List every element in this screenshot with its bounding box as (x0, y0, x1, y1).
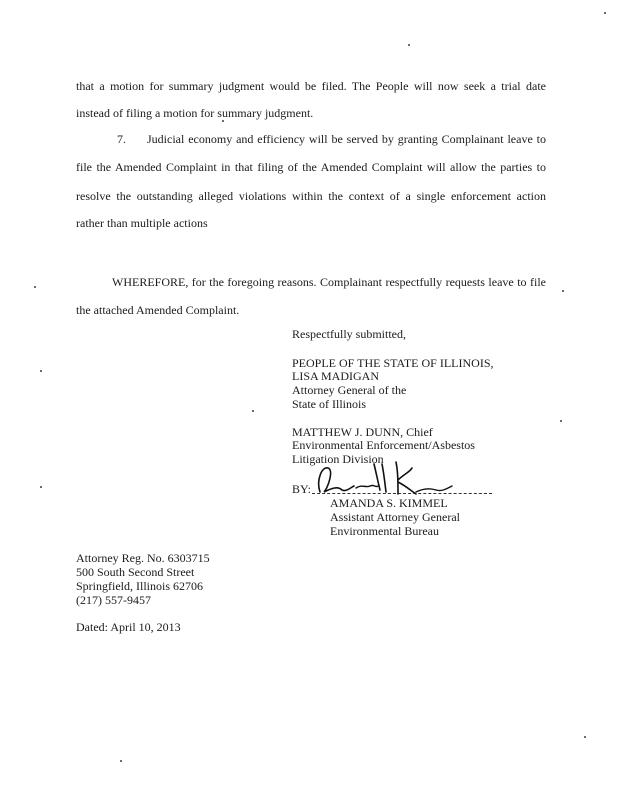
signer-name: AMANDA S. KIMMEL (330, 496, 448, 510)
scan-speck (560, 420, 562, 422)
scan-speck (222, 120, 224, 122)
city-address: Springfield, Illinois 62706 (76, 579, 203, 593)
attorney-general-title: Attorney General of the (292, 383, 407, 397)
street-address: 500 South Second Street (76, 565, 195, 579)
by-label: BY: (292, 482, 311, 496)
scan-speck (120, 760, 122, 762)
body-text-line: file the Amended Complaint in that filing of the Amended Complaint will allow the parties to (76, 160, 546, 174)
scan-speck (562, 290, 564, 292)
attorney-general-title: State of Illinois (292, 397, 366, 411)
phone-number: (217) 557-9457 (76, 593, 151, 607)
body-text-line: instead of filing a motion for summary judgment. (76, 106, 314, 120)
scan-speck (40, 486, 42, 488)
signer-title: Assistant Attorney General (330, 510, 460, 524)
scan-speck (408, 44, 410, 46)
registration-number: Attorney Reg. No. 6303715 (76, 551, 210, 565)
scan-speck (584, 736, 586, 738)
paragraph-number: 7. (117, 132, 126, 146)
closing: Respectfully submitted, (292, 327, 406, 341)
scan-speck (604, 12, 606, 14)
division-name: Environmental Enforcement/Asbestos (292, 438, 475, 452)
body-text-line: that a motion for summary judgment would be filed. The People will now seek a trial date (76, 79, 546, 93)
party-name: PEOPLE OF THE STATE OF ILLINOIS, (292, 356, 494, 370)
body-text-line: rather than multiple actions (76, 216, 208, 230)
signer-bureau: Environmental Bureau (330, 524, 439, 538)
chief-name: MATTHEW J. DUNN, Chief (292, 425, 433, 439)
division-name: Litigation Division (292, 452, 384, 466)
scan-speck (34, 286, 36, 288)
attorney-general-name: LISA MADIGAN (292, 369, 379, 383)
body-text-line: resolve the outstanding alleged violations within the context of a single enforcement action (76, 189, 546, 203)
body-text-line: Judicial economy and efficiency will be served by granting Complainant leave to (147, 132, 546, 146)
scan-speck (40, 370, 42, 372)
body-text-line: the attached Amended Complaint. (76, 303, 240, 317)
dated-line: Dated: April 10, 2013 (76, 620, 181, 634)
body-text-line: WHEREFORE, for the foregoing reasons. Complainant respectfully requests leave to file (112, 275, 546, 289)
scan-speck (252, 410, 254, 412)
